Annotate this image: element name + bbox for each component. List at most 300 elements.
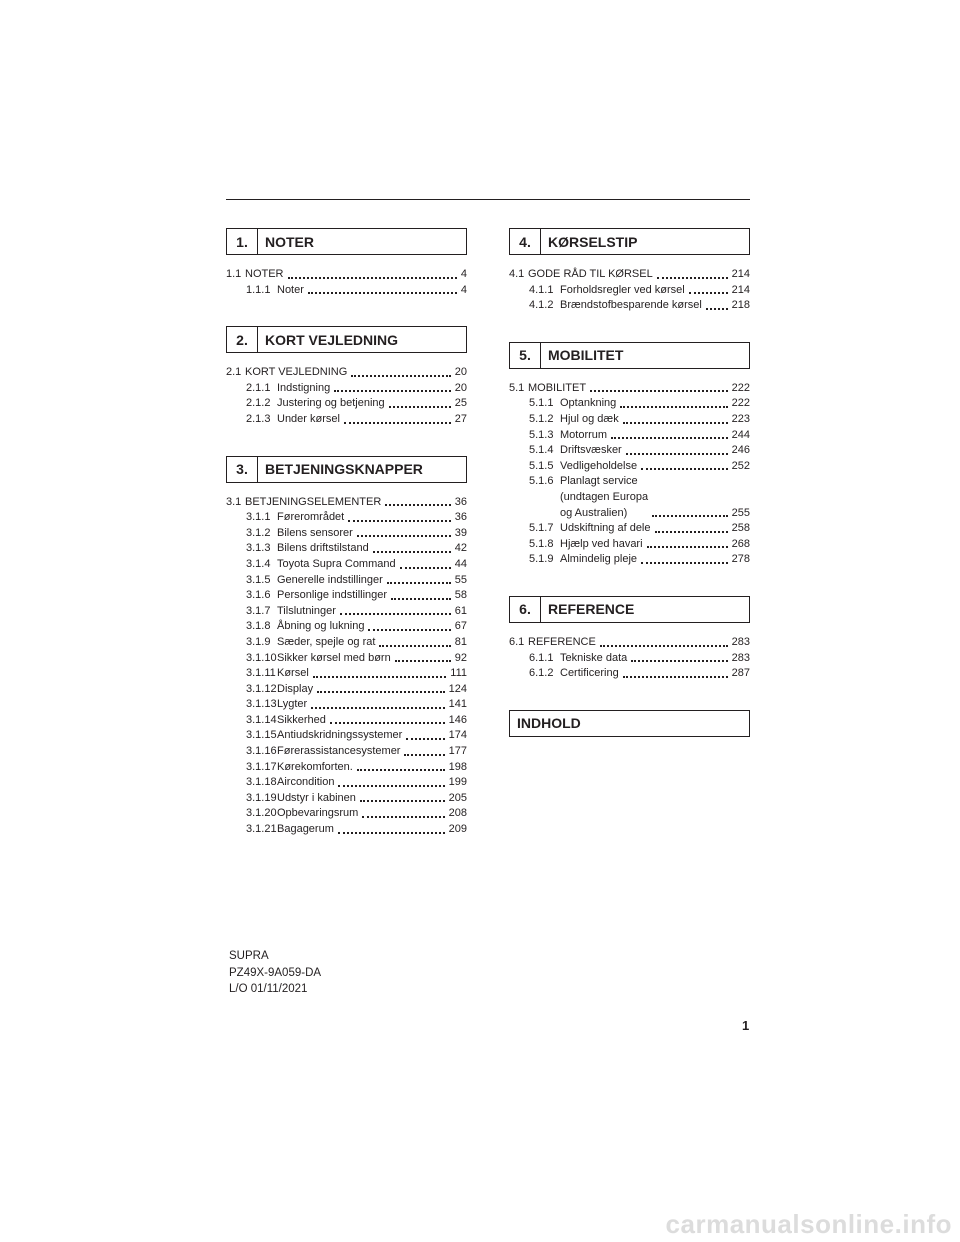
toc-entry-page: 4 (460, 268, 467, 280)
dot-leader (391, 598, 451, 600)
toc-entry-page: 146 (448, 713, 467, 726)
toc-entry-title: Brændstofbesparende kørsel (560, 299, 702, 312)
toc-entry-number: 3.1.15 (246, 729, 277, 742)
toc-entry-title-wrap (560, 666, 732, 682)
section-number: 4. (510, 229, 541, 254)
section-title: BETJENINGSKNAPPER (265, 461, 423, 478)
dot-leader (373, 551, 451, 553)
toc-entry-title: Hjælp ved havari (560, 537, 643, 550)
toc-entry-number: 5.1.2 (529, 412, 554, 425)
dot-leader (626, 453, 728, 455)
dot-leader (308, 292, 457, 294)
toc-entry-title: Forholdsregler ved kørsel (560, 283, 685, 296)
toc-entry-number: 3.1.9 (246, 635, 271, 648)
toc-entry-number: 3.1.8 (246, 620, 271, 633)
dot-leader (348, 520, 451, 522)
toc-entry-title-wrap (560, 443, 732, 459)
toc-entry-title-wrap (277, 791, 449, 807)
toc-entry-title-wrap (277, 588, 455, 604)
section-title: MOBILITET (548, 347, 624, 364)
toc-entry-number: 1.1.1 (246, 283, 271, 296)
section-heading-box (226, 456, 467, 483)
dot-leader (385, 504, 450, 506)
toc-entry[interactable] (226, 396, 467, 412)
top-rule (226, 199, 750, 200)
toc-entry-title: Sikker kørsel med børn (277, 651, 391, 664)
toc-entry-page: 198 (448, 760, 467, 773)
toc-entry-page: 44 (454, 557, 467, 570)
toc-entry-title-wrap (277, 541, 455, 557)
watermark: carmanualsonline.info (665, 1209, 952, 1239)
toc-entry-number: 2.1.3 (246, 412, 271, 425)
toc-entry-title: Indstigning (277, 381, 331, 394)
toc-entry-number: 3.1.18 (246, 776, 277, 789)
toc-entry[interactable] (226, 573, 467, 589)
toc-entry-list (509, 267, 750, 314)
dot-leader (344, 422, 451, 424)
toc-entry[interactable] (226, 365, 467, 381)
toc-entry[interactable] (509, 474, 750, 521)
toc-section (226, 228, 467, 298)
toc-entry-number: 6.1.1 (529, 651, 554, 664)
toc-entry-page: 42 (454, 542, 467, 555)
section-number: 2. (227, 327, 258, 352)
dot-leader (311, 707, 444, 709)
toc-entry[interactable] (226, 791, 467, 807)
toc-entry-number: 2.1.2 (246, 397, 271, 410)
toc-entry-title-wrap (245, 365, 455, 381)
toc-section (226, 456, 467, 838)
toc-entry-number: 3.1.16 (246, 745, 277, 758)
toc-entry-number: 3.1.6 (246, 589, 271, 602)
toc-entry-number: 3.1.17 (246, 760, 277, 773)
toc-entry-number: 4.1.1 (529, 283, 554, 296)
toc-entry-title: Hjul og dæk (560, 412, 619, 425)
toc-entry[interactable] (509, 443, 750, 459)
toc-entry-number: 3.1.3 (246, 542, 271, 555)
toc-entry-number: 5.1.8 (529, 537, 554, 550)
toc-entry[interactable] (509, 412, 750, 428)
toc-entry-title: Planlagt service (undtagen Europa og Australien) (560, 475, 649, 519)
toc-entry-title: Tekniske data (560, 651, 628, 664)
toc-entry-page: 258 (731, 522, 750, 535)
dot-leader (657, 277, 728, 279)
dot-leader (623, 676, 728, 678)
toc-entry-number: 3.1.4 (246, 557, 271, 570)
toc-entry-page: 111 (450, 667, 467, 680)
toc-entry-title: Motorrum (560, 428, 608, 441)
toc-entry[interactable] (226, 760, 467, 776)
footer-code: PZ49X-9A059-DA (229, 966, 322, 979)
toc-entry-page: 205 (448, 791, 467, 804)
toc-entry-number: 5.1.3 (529, 428, 554, 441)
toc-entry[interactable] (509, 283, 750, 299)
toc-entry-number: 3.1.1 (246, 511, 271, 524)
toc-entry-page: 244 (731, 428, 750, 441)
toc-entry-title-wrap (560, 396, 732, 412)
toc-entry-title-wrap (560, 537, 732, 553)
toc-entry-title: Bagagerum (277, 823, 334, 836)
dot-leader (641, 562, 728, 564)
toc-entry-page: 174 (448, 729, 467, 742)
toc-entry-title: Antiudskridningssystemer (277, 729, 403, 742)
toc-entry[interactable] (226, 588, 467, 604)
toc-left-column (226, 228, 467, 866)
section-title: KØRSELSTIP (548, 233, 638, 250)
section-number: 6. (510, 597, 541, 622)
toc-entry-page: 223 (731, 412, 750, 425)
toc-entry-title: Udskiftning af dele (560, 522, 651, 535)
toc-entry-title-wrap (245, 267, 461, 283)
toc-entry-list (509, 635, 750, 682)
toc-entry-title: BETJENINGSELEMENTER (245, 495, 382, 508)
toc-entry[interactable] (226, 495, 467, 511)
toc-entry-title: Kørsel (277, 667, 309, 680)
toc-entry-title: GODE RÅD TIL KØRSEL (528, 268, 653, 280)
dot-leader (387, 582, 451, 584)
section-heading-box (226, 228, 467, 255)
toc-entry-title-wrap (277, 557, 455, 573)
toc-entry-title-wrap (560, 412, 732, 428)
toc-entry-title-wrap (528, 635, 732, 651)
toc-entry[interactable] (226, 697, 467, 713)
toc-entry-number: 5.1.6 (529, 475, 554, 488)
toc-entry-title-wrap (560, 428, 732, 444)
toc-entry-title-wrap (277, 396, 455, 412)
toc-entry-page: 20 (454, 381, 467, 394)
toc-entry-page: 4 (460, 283, 467, 296)
toc-entry-title: Personlige indstillinger (277, 589, 388, 602)
dot-leader (351, 375, 450, 377)
toc-entry[interactable] (226, 666, 467, 682)
toc-entry-title: Bilens sensorer (277, 526, 353, 539)
toc-entry-title: KORT VEJLEDNING (245, 366, 348, 379)
toc-entry-title-wrap (277, 619, 455, 635)
toc-entry[interactable] (226, 604, 467, 620)
dot-leader (395, 660, 451, 662)
toc-entry[interactable] (226, 744, 467, 760)
toc-entry-title: Tilslutninger (277, 604, 336, 617)
toc-entry[interactable] (226, 775, 467, 791)
toc-entry[interactable] (226, 283, 467, 299)
toc-entry-title-wrap (277, 604, 455, 620)
toc-entry[interactable] (226, 619, 467, 635)
section-title: REFERENCE (548, 601, 635, 618)
toc-entry[interactable] (226, 381, 467, 397)
dot-leader (338, 785, 444, 787)
dot-leader (368, 629, 450, 631)
toc-entry-page: 214 (731, 268, 750, 280)
toc-entry-title: REFERENCE (528, 635, 596, 648)
toc-entry-number: 1.1 (226, 268, 242, 280)
toc-entry-page: 283 (731, 651, 750, 664)
dot-leader (360, 800, 445, 802)
toc-entry-title-wrap (560, 283, 732, 299)
dot-leader (288, 277, 457, 279)
toc-entry-title: Display (277, 682, 314, 695)
toc-entry-title: NOTER (245, 268, 284, 280)
toc-entry-page: 124 (448, 682, 467, 695)
section-number: 3. (227, 457, 258, 482)
toc-entry[interactable] (226, 713, 467, 729)
toc-entry-page: 287 (731, 667, 750, 680)
toc-entry-title-wrap (528, 267, 732, 283)
toc-entry-number: 5.1.1 (529, 397, 554, 410)
toc-entry-title-wrap (560, 651, 732, 667)
toc-entry-title-wrap (277, 412, 455, 428)
toc-entry[interactable] (509, 381, 750, 397)
toc-section (509, 342, 750, 568)
dot-leader (623, 422, 728, 424)
toc-entry-title-wrap (277, 381, 455, 397)
indhold-heading-box (509, 710, 750, 737)
toc-entry-number: 3.1.14 (246, 713, 277, 726)
toc-section (509, 228, 750, 314)
toc-entry-number: 5.1 (509, 381, 525, 394)
toc-entry[interactable] (226, 541, 467, 557)
toc-entry[interactable] (226, 651, 467, 667)
toc-entry-number: 5.1.4 (529, 444, 554, 457)
toc-entry-title-wrap (277, 666, 450, 682)
toc-entry-title-wrap (277, 283, 461, 299)
toc-entry-page: 92 (454, 651, 467, 664)
document-footer (229, 948, 321, 998)
section-number: 5. (510, 343, 541, 368)
toc-entry-title-wrap (277, 760, 449, 776)
toc-entry-title-wrap (277, 573, 455, 589)
dot-leader (362, 816, 444, 818)
toc-entry-title-wrap (528, 381, 732, 397)
toc-entry-title: MOBILITET (528, 381, 587, 394)
dot-leader (313, 676, 446, 678)
toc-entry[interactable] (509, 537, 750, 553)
footer-date: L/O 01/11/2021 (229, 983, 308, 995)
toc-entry-list (226, 267, 467, 298)
toc-entry-number: 6.1 (509, 635, 525, 648)
section-heading-box (226, 326, 467, 353)
toc-entry-page: 81 (454, 635, 467, 648)
toc-entry-list (509, 381, 750, 568)
dot-leader (600, 645, 728, 647)
toc-entry-title-wrap (560, 474, 732, 521)
toc-entry-title: Førerassistancesystemer (277, 745, 401, 758)
toc-entry-number: 3.1 (226, 495, 242, 508)
toc-entry-number: 3.1.2 (246, 526, 271, 539)
toc-entry-title-wrap (560, 298, 732, 314)
dot-leader (357, 535, 451, 537)
toc-section (226, 326, 467, 427)
toc-entry-page: 222 (731, 381, 750, 394)
toc-entry-page: 199 (448, 776, 467, 789)
toc-entry-page: 222 (731, 397, 750, 410)
toc-entry-title: Udstyr i kabinen (277, 791, 356, 804)
dot-leader (631, 660, 727, 662)
toc-entry[interactable] (509, 666, 750, 682)
section-number: 1. (227, 229, 258, 254)
toc-entry-title-wrap (277, 713, 449, 729)
dot-leader (647, 546, 728, 548)
footer-model: SUPRA (229, 950, 269, 962)
toc-entry[interactable] (226, 510, 467, 526)
dot-leader (689, 292, 728, 294)
toc-entry-list (226, 365, 467, 427)
toc-entry[interactable] (226, 557, 467, 573)
toc-entry-page: 36 (454, 495, 467, 508)
toc-entry-page: 252 (731, 459, 750, 472)
toc-entry-title-wrap (560, 552, 732, 568)
toc-entry-number: 3.1.13 (246, 698, 277, 711)
toc-right-column (509, 228, 750, 737)
toc-entry-title: Vedligeholdelse (560, 459, 638, 472)
toc-entry-title: Kørekomforten. (277, 760, 353, 773)
toc-entry-page: 255 (731, 506, 750, 519)
toc-entry-number: 4.1 (509, 268, 525, 280)
toc-entry[interactable] (226, 412, 467, 428)
toc-entry-title: Driftsvæsker (560, 444, 622, 457)
toc-entry[interactable] (509, 521, 750, 537)
dot-leader (400, 567, 451, 569)
toc-entry-number: 6.1.2 (529, 667, 554, 680)
toc-entry-number: 3.1.11 (246, 667, 276, 680)
toc-entry-title: Aircondition (277, 776, 335, 789)
toc-entry-title: Certificering (560, 667, 619, 680)
toc-entry-page: 36 (454, 511, 467, 524)
toc-entry-title-wrap (277, 510, 455, 526)
page-number: 1 (742, 1018, 750, 1033)
toc-entry-title: Bilens driftstilstand (277, 542, 369, 555)
toc-entry-page: 25 (454, 397, 467, 410)
toc-entry-number: 3.1.10 (246, 651, 277, 664)
toc-entry-title-wrap (560, 521, 732, 537)
toc-entry-page: 209 (448, 823, 467, 836)
toc-entry-title: Noter (277, 283, 304, 296)
dot-leader (641, 468, 728, 470)
toc-entry-title-wrap (277, 744, 449, 760)
toc-entry[interactable] (226, 635, 467, 651)
toc-entry[interactable] (226, 267, 467, 283)
toc-entry-page: 218 (731, 299, 750, 312)
dot-leader (334, 390, 451, 392)
toc-entry-number: 3.1.12 (246, 682, 277, 695)
toc-entry-title: Sæder, spejle og rat (277, 635, 376, 648)
toc-entry-title-wrap (277, 822, 449, 838)
dot-leader (655, 531, 728, 533)
toc-entry-title: Almindelig pleje (560, 553, 638, 566)
toc-entry-page: 61 (454, 604, 467, 617)
toc-entry[interactable] (509, 267, 750, 283)
dot-leader (404, 754, 444, 756)
toc-entry-number: 5.1.9 (529, 553, 554, 566)
dot-leader (389, 406, 451, 408)
toc-entry[interactable] (226, 806, 467, 822)
toc-entry-title: Opbevaringsrum (277, 807, 359, 820)
toc-entry[interactable] (226, 822, 467, 838)
indhold-title: INDHOLD (517, 715, 581, 732)
toc-entry-number: 3.1.20 (246, 807, 277, 820)
toc-entry[interactable] (509, 651, 750, 667)
dot-leader (330, 722, 445, 724)
dot-leader (317, 691, 445, 693)
toc-entry-page: 20 (454, 366, 467, 379)
toc-entry-page: 177 (448, 745, 467, 758)
toc-entry-page: 67 (454, 620, 467, 633)
toc-entry-page: 246 (731, 444, 750, 457)
toc-entry-title: Lygter (277, 698, 308, 711)
toc-entry-title-wrap (277, 697, 449, 713)
toc-entry[interactable] (226, 682, 467, 698)
dot-leader (611, 437, 728, 439)
section-title: NOTER (265, 233, 314, 250)
toc-entry-title-wrap (277, 526, 455, 542)
toc-entry-page: 39 (454, 526, 467, 539)
toc-entry-number: 5.1.7 (529, 522, 554, 535)
toc-entry-number: 3.1.7 (246, 604, 271, 617)
dot-leader (652, 515, 728, 517)
dot-leader (620, 406, 727, 408)
toc-entry-title-wrap (277, 806, 449, 822)
dot-leader (379, 645, 450, 647)
toc-entry-title: Justering og betjening (277, 397, 385, 410)
toc-entry[interactable] (509, 635, 750, 651)
toc-entry-number: 2.1.1 (246, 381, 271, 394)
toc-entry-title-wrap (277, 651, 455, 667)
toc-entry-title-wrap (245, 495, 455, 511)
toc-entry-title-wrap (277, 635, 455, 651)
toc-entry-title-wrap (277, 775, 449, 791)
toc-entry[interactable] (226, 728, 467, 744)
toc-entry-title: Sikkerhed (277, 713, 326, 726)
toc-entry-page: 278 (731, 553, 750, 566)
toc-entry-title: Under kørsel (277, 412, 340, 425)
toc-entry-number: 2.1 (226, 366, 242, 379)
toc-entry-title: Optankning (560, 397, 617, 410)
toc-entry-page: 55 (454, 573, 467, 586)
toc-entry-page: 214 (731, 283, 750, 296)
toc-entry-page: 27 (454, 412, 467, 425)
toc-entry[interactable] (509, 428, 750, 444)
toc-entry-number: 3.1.21 (246, 823, 277, 836)
toc-entry-number: 5.1.5 (529, 459, 554, 472)
toc-entry[interactable] (509, 552, 750, 568)
toc-entry-title-wrap (277, 728, 449, 744)
toc-section (509, 596, 750, 682)
toc-entry-title: Førerområdet (277, 511, 345, 524)
toc-entry-title: Åbning og lukning (277, 620, 365, 633)
section-heading-box (509, 596, 750, 623)
dot-leader (357, 769, 445, 771)
toc-entry-number: 3.1.19 (246, 791, 277, 804)
toc-entry-title: Generelle indstillinger (277, 573, 383, 586)
toc-entry-page: 208 (448, 807, 467, 820)
toc-entry-title-wrap (277, 682, 449, 698)
toc-entry-title: Toyota Supra Command (277, 557, 396, 570)
dot-leader (406, 738, 444, 740)
toc-entry-page: 58 (454, 589, 467, 602)
toc-entry-number: 4.1.2 (529, 299, 554, 312)
toc-entry[interactable] (509, 396, 750, 412)
dot-leader (340, 613, 451, 615)
toc-entry[interactable] (226, 526, 467, 542)
section-heading-box (509, 342, 750, 369)
section-title: KORT VEJLEDNING (265, 331, 399, 348)
toc-entry[interactable] (509, 298, 750, 314)
dot-leader (706, 308, 728, 310)
toc-entry-page: 283 (731, 635, 750, 648)
toc-entry-title-wrap (560, 459, 732, 475)
toc-entry-page: 141 (448, 698, 467, 711)
dot-leader (590, 390, 728, 392)
toc-entry[interactable] (509, 459, 750, 475)
